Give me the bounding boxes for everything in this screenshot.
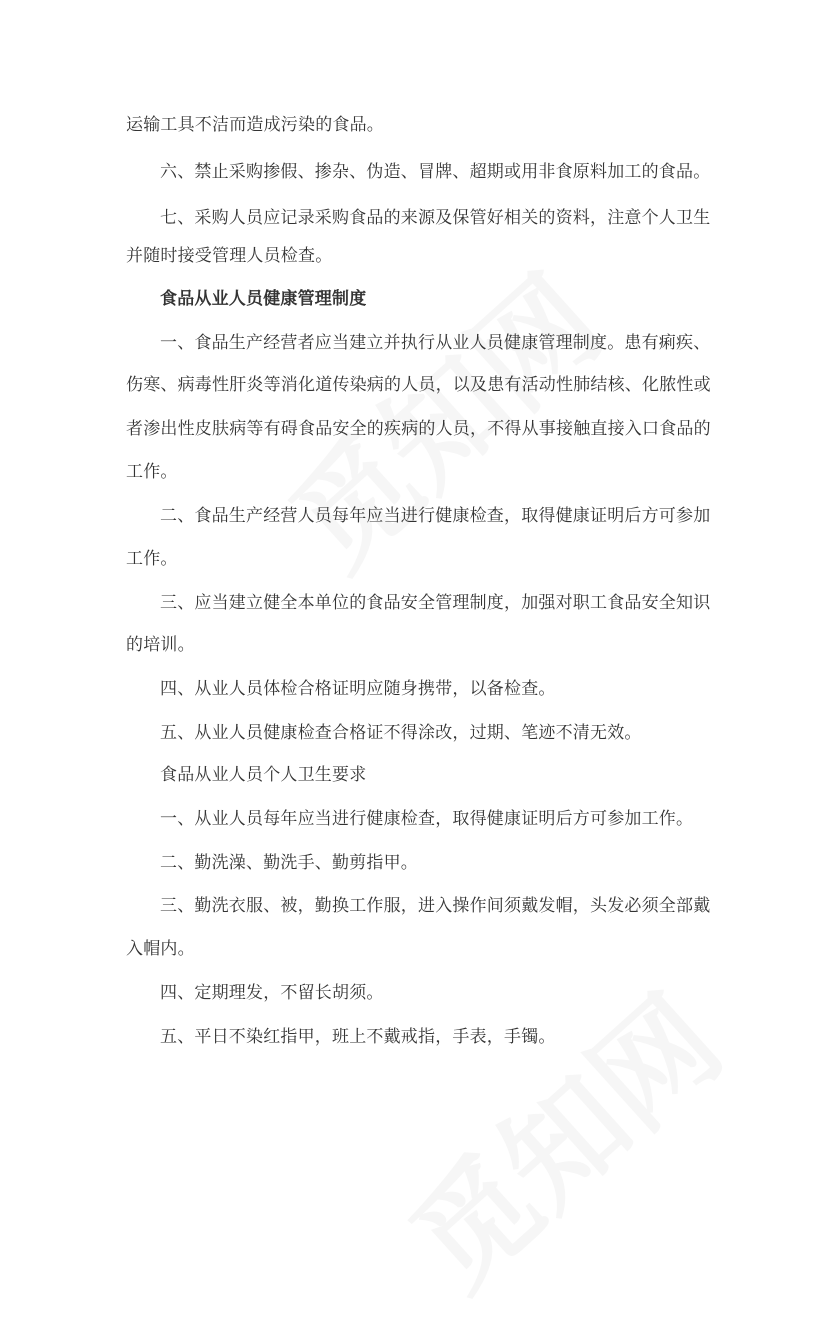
- paragraph-line: 工作。: [126, 462, 178, 482]
- paragraph-line: 二、食品生产经营人员每年应当进行健康检查，取得健康证明后方可参加: [160, 506, 711, 526]
- paragraph-line: 工作。: [126, 549, 178, 569]
- watermark: [249, 232, 632, 601]
- paragraph-line: 七、采购人员应记录采购食品的来源及保管好相关的资料，注意个人卫生: [160, 208, 711, 228]
- paragraph-line: 四、定期理发，不留长胡须。: [160, 983, 384, 1003]
- paragraph-line: 入帽内。: [126, 939, 195, 959]
- paragraph-line: 五、从业人员健康检查合格证不得涂改，过期、笔迹不清无效。: [160, 723, 642, 743]
- paragraph-line: 运输工具不洁而造成污染的食品。: [126, 115, 384, 135]
- paragraph-line: 一、食品生产经营者应当建立并执行从业人员健康管理制度。患有痢疾、: [160, 333, 711, 353]
- paragraph-line: 三、勤洗衣服、被，勤换工作服，进入操作间须戴发帽，头发必须全部戴: [160, 896, 711, 916]
- watermark: [369, 952, 752, 1320]
- paragraph-line: 并随时接受管理人员检查。: [126, 246, 333, 266]
- paragraph-line: 二、勤洗澡、勤洗手、勤剪指甲。: [160, 853, 418, 873]
- section-heading: 食品从业人员健康管理制度: [160, 289, 367, 309]
- paragraph-line: 五、平日不染红指甲，班上不戴戒指，手表，手镯。: [160, 1027, 556, 1047]
- section-heading: 食品从业人员个人卫生要求: [160, 765, 367, 785]
- paragraph-line: 的培训。: [126, 635, 195, 655]
- paragraph-line: 伤寒、病毒性肝炎等消化道传染病的人员，以及患有活动性肺结核、化脓性或: [126, 375, 711, 395]
- paragraph-line: 者渗出性皮肤病等有碍食品安全的疾病的人员，不得从事接触直接入口食品的: [126, 419, 711, 439]
- paragraph-line: 六、禁止采购掺假、掺杂、伪造、冒牌、超期或用非食原料加工的食品。: [160, 162, 711, 182]
- paragraph-line: 一、从业人员每年应当进行健康检查，取得健康证明后方可参加工作。: [160, 809, 694, 829]
- paragraph-line: 三、应当建立健全本单位的食品安全管理制度，加强对职工食品安全知识: [160, 593, 711, 613]
- paragraph-line: 四、从业人员体检合格证明应随身携带，以备检查。: [160, 679, 556, 699]
